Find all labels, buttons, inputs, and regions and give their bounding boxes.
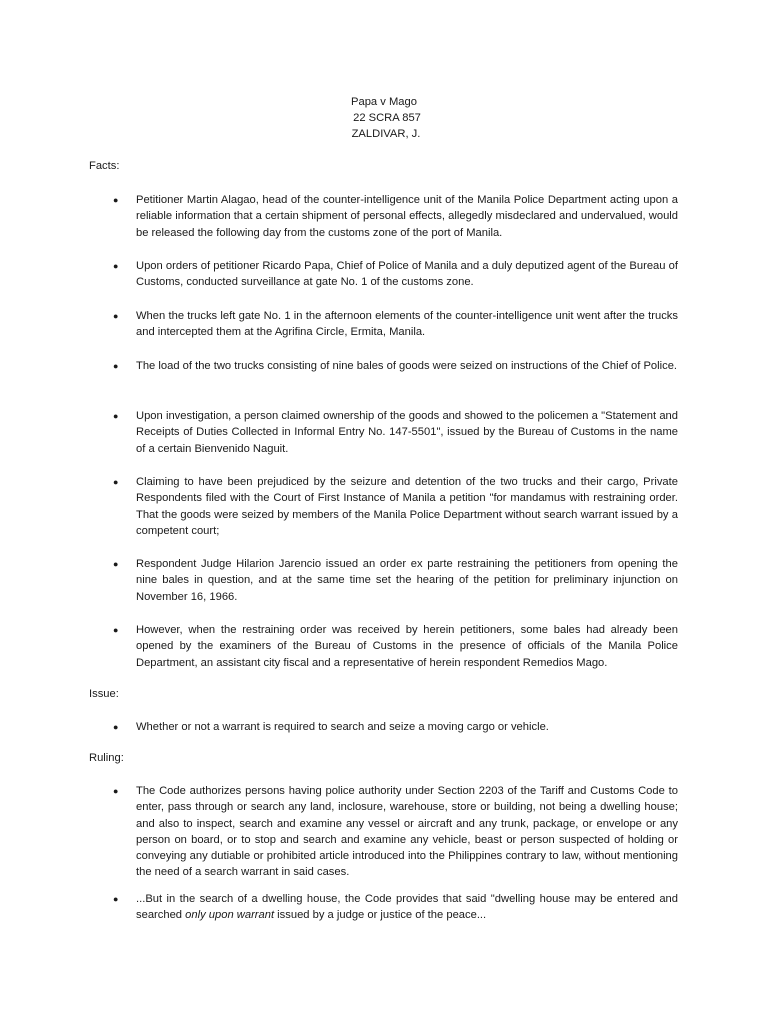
bullet-icon: ●	[113, 361, 119, 371]
ruling-heading: Ruling:	[89, 752, 124, 764]
facts-item-text: Upon orders of petitioner Ricardo Papa, Chief of Police of Manila and a duly deputized agent of the Bureau of Customs, conducted surveillance at gate No. 1 of the customs zone.	[136, 260, 678, 289]
facts-heading: Facts:	[89, 160, 120, 172]
facts-item-text: Petitioner Martin Alagao, head of the counter-intelligence unit of the Manila Police Department acting upon a reliable information that a certain shipment of personal effects, allegedly misdeclared and undervalued, would be released the following day from the customs zone of the port of Manila.	[136, 194, 678, 239]
case-citation: 22 SCRA 857	[353, 112, 421, 124]
bullet-icon: ●	[113, 625, 119, 635]
ruling-item-text	[136, 891, 678, 924]
bullet-icon: ●	[113, 195, 119, 205]
ruling-text-italic: only upon warrant	[185, 909, 275, 922]
facts-item-text: However, when the restraining order was received by herein petitioners, some bales had already been opened by the examiners of the Bureau of Customs in the presence of officials of the Manila Police Department, an assistant city fiscal and a representative of herein respondent Remedios Mago.	[136, 624, 678, 669]
ruling-text-before: ...But in the search of a dwelling house, the Code provides that said "dwelling house may be entered and searched	[136, 893, 678, 922]
facts-item-text: Claiming to have been prejudiced by the seizure and detention of the two trucks and their cargo, Private Respondents filed with the Court of First Instance of Manila a petition "for mandamus with restraining order. That the goods were seized by members of the Manila Police Department without search warrant issued by a competent court;	[136, 476, 678, 537]
bullet-icon: ●	[113, 261, 119, 271]
case-header	[0, 94, 768, 142]
facts-item-text: When the trucks left gate No. 1 in the afternoon elements of the counter-intelligence unit went after the trucks and intercepted them at the Agrifina Circle, Ermita, Manila.	[136, 310, 678, 339]
case-title: Papa v Mago	[351, 96, 417, 108]
bullet-icon: ●	[113, 786, 119, 796]
bullet-icon: ●	[113, 311, 119, 321]
bullet-icon: ●	[113, 477, 119, 487]
bullet-icon: ●	[113, 894, 119, 904]
ruling-item-text: The Code authorizes persons having police authority under Section 2203 of the Tariff and Customs Code to enter, pass through or search any land, inclosure, warehouse, store or building, not being a dwelling house; and also to inspect, search and examine any vessel or aircraft and any trunk, package, or envelope or any person on board, or to stop and search and examine any vehicle, beast or person suspected of holding or conveying any dutiable or prohibited article introduced into the Philippines contrary to law, without mentioning the need of a search warrant in said cases.	[136, 785, 678, 879]
ruling-text-after: issued by a judge or justice of the peace...	[274, 909, 487, 922]
facts-item-text: Respondent Judge Hilarion Jarencio issued an order ex parte restraining the petitioners from opening the nine bales in question, and at the same time set the hearing of the petition for preliminary injunction on November 16, 1966.	[136, 558, 678, 603]
bullet-icon: ●	[113, 411, 119, 421]
bullet-icon: ●	[113, 559, 119, 569]
facts-item-text: Upon investigation, a person claimed ownership of the goods and showed to the policemen a "Statement and Receipts of Duties Collected in Informal Entry No. 147-5501", issued by the Bureau of Customs in the name of a certain Bienvenido Naguit.	[136, 410, 678, 455]
facts-item-text: The load of the two trucks consisting of nine bales of goods were seized on instructions of the Chief of Police.	[136, 360, 678, 372]
issue-heading: Issue:	[89, 688, 119, 700]
case-ponente: ZALDIVAR, J.	[351, 128, 421, 140]
issue-item-text: Whether or not a warrant is required to search and seize a moving cargo or vehicle.	[136, 721, 549, 733]
bullet-icon: ●	[113, 722, 119, 732]
